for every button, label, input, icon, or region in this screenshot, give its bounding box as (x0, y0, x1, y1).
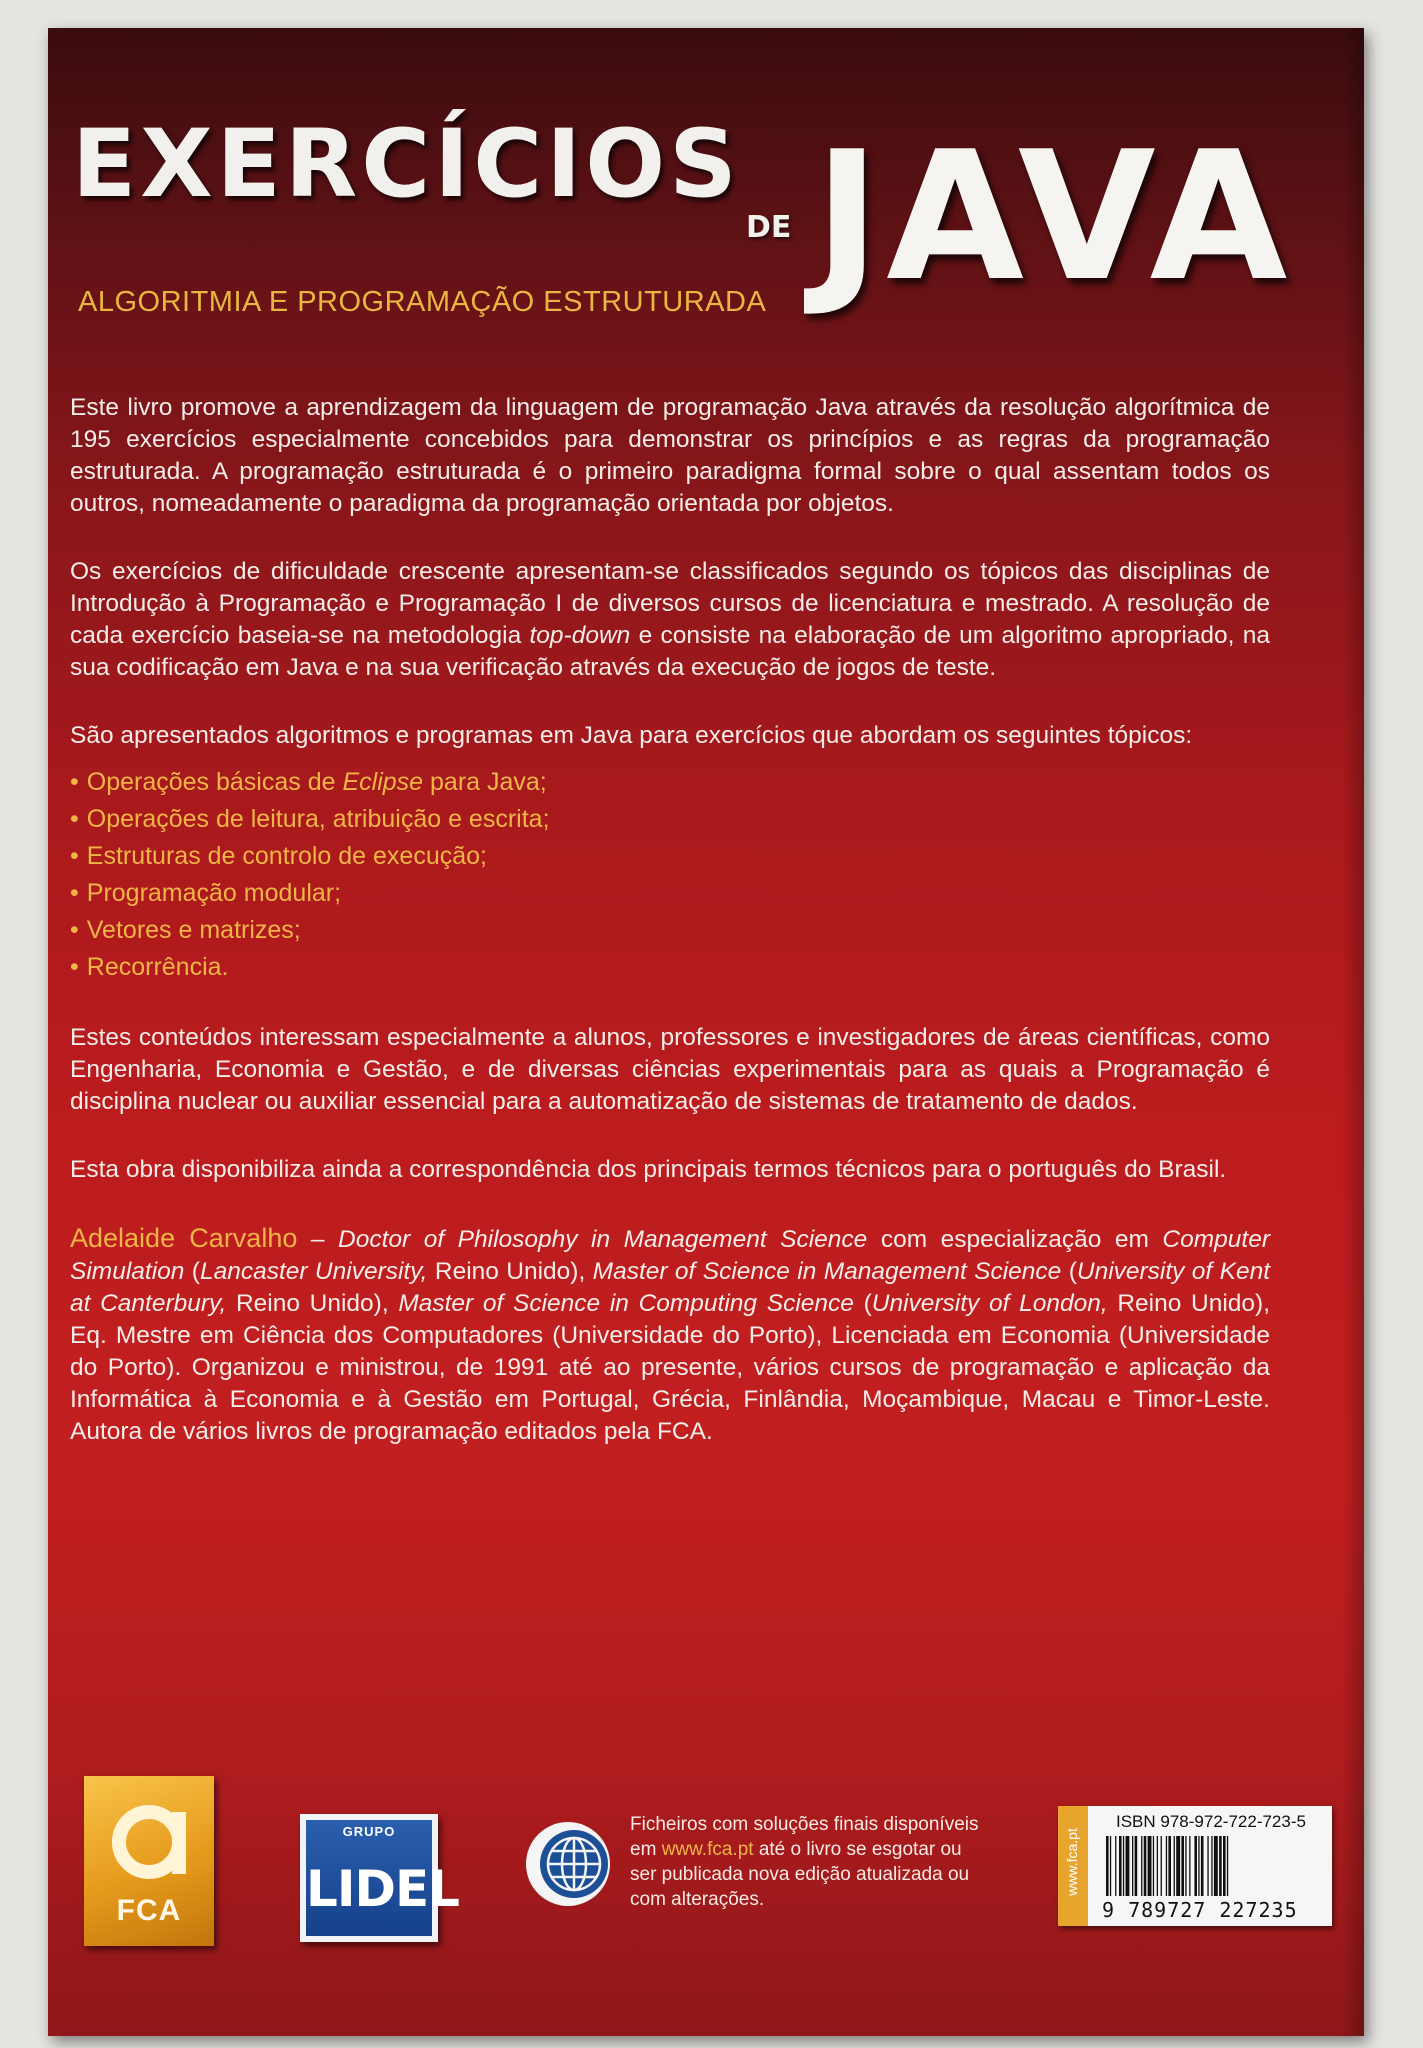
barcode-bar (1161, 1836, 1162, 1896)
barcode-bar (1135, 1836, 1138, 1896)
title-java: JAVA (814, 113, 1294, 320)
paragraph-intro: Este livro promove a aprendizagem da linguagem de programação Java através da resolução algorítmica de 195 exercícios especialmente concebidos para demonstrar os princípios e as regras da programação estruturada. A programação estruturada é o primeiro paradigma formal sobre o qual assentam todos os outros, nomeadamente o paradigma da programação orientada por objetos. (70, 394, 1270, 517)
barcode-bar (1201, 1836, 1204, 1896)
barcode-bar (1207, 1836, 1208, 1896)
barcode-bar (1198, 1836, 1199, 1896)
barcode-bar (1126, 1836, 1130, 1896)
cover-edge-shading (1342, 28, 1364, 2036)
fca-logo-text: FCA (116, 1894, 182, 1927)
barcode-bar (1227, 1836, 1228, 1896)
barcode-bar (1132, 1836, 1133, 1896)
blurb (70, 392, 1270, 1484)
barcode-bar (1211, 1836, 1212, 1896)
barcode-bar (1119, 1836, 1122, 1896)
barcode-bar (1214, 1836, 1218, 1896)
barcode-bar (1189, 1836, 1190, 1896)
title-exercicios: EXERCÍCIOS (72, 110, 741, 219)
subtitle: ALGORITMIA E PROGRAMAÇÃO ESTRUTURADA (78, 286, 767, 318)
topic-item: • Recorrência. (70, 949, 1270, 986)
barcode-bar (1181, 1836, 1184, 1896)
isbn-side-strip: www.fca.pt (1058, 1806, 1088, 1926)
topic-item: • Estruturas de controlo de execução; (70, 838, 1270, 875)
paragraph-audience: Estes conteúdos interessam especialmente a alunos, professores e investigadores de áreas científicas, como Engenharia, Economia e Gestão, e de diversas ciências experimentais para as quais a Programação é disciplina nuclear ou auxiliar essencial para a automatização de sistemas de tratamento de dados. (70, 1024, 1270, 1115)
barcode-bar (1176, 1836, 1180, 1896)
isbn-label: ISBN 978-972-722-723-5 (1116, 1812, 1306, 1831)
barcode-digits: 9 789727 227235 (1102, 1898, 1298, 1922)
barcode-bar (1148, 1836, 1152, 1896)
fca-website-link[interactable]: www.fca.pt (661, 1839, 754, 1860)
author-bio: Adelaide Carvalho – Doctor of Philosophy in Management Science com especialização em Computer Simulation (Lancaster University, Reino Unido), Master of Science in Management Science (University of Kent at Canterbury, Reino Unido), Master of Science in Computing Science (University of London, Reino Unido), Eq. Mestre em Ciência dos Computadores (Universidade do Porto), Licenciada em Economia (Universidade do Porto). Organizou e ministrou, de 1991 até ao presente, vários cursos de programação e aplicação da Informática à Economia e à Gestão em Portugal, Grécia, Finlândia, Moçambique, Macau e Timor-Leste. Autora de vários livros de programação editados pela FCA. (70, 1223, 1271, 1445)
fca-logo (84, 1776, 214, 1946)
title-de: DE (746, 210, 792, 245)
lidel-text: LIDEL (306, 1860, 459, 1918)
barcode-bar (1106, 1836, 1109, 1896)
barcode-bar (1110, 1836, 1111, 1896)
files-note: Ficheiros com soluções finais disponíveis em www.fca.pt até o livro se esgotar ou ser publicada nova edição atualizada ou com alterações. (630, 1814, 979, 1910)
barcode-bar (1223, 1836, 1226, 1896)
topic-item: • Programação modular; (70, 875, 1270, 912)
topic-item: • Operações básicas de Eclipse para Java; (70, 764, 1270, 801)
globe-icon (522, 1818, 614, 1910)
paragraph-brazil: Esta obra disponibiliza ainda a correspondência dos principais termos técnicos para o português do Brasil. (70, 1156, 1227, 1183)
paragraph-topics-intro: São apresentados algoritmos e programas em Java para exercícios que abordam os seguintes tópicos: (70, 722, 1193, 749)
barcode-bar (1219, 1836, 1222, 1896)
lidel-logo-inner (306, 1820, 459, 1936)
barcode-bar (1153, 1836, 1154, 1896)
barcode-bar (1115, 1836, 1116, 1896)
barcode-bar (1157, 1836, 1158, 1896)
barcode-bar (1144, 1836, 1147, 1896)
barcode-bar (1123, 1836, 1124, 1896)
isbn-barcode-box (1058, 1806, 1332, 1926)
paragraph-exercises: Os exercícios de dificuldade crescente apresentam-se classificados segundo os tópicos das disciplinas de Introdução à Programação e Programação I de diversos cursos de licenciatura e mestrado. A resolução de cada exercício baseia-se na metodologia top-down e consiste na elaboração de um algoritmo apropriado, na sua codificação em Java e na sua verificação através da execução de jogos de teste. (70, 558, 1270, 681)
topic-item: • Operações de leitura, atribuição e escrita; (70, 801, 1270, 838)
barcode (1102, 1836, 1326, 1896)
barcode-bar (1166, 1836, 1167, 1896)
lidel-logo (300, 1814, 459, 1942)
lidel-grupo-text: GRUPO (342, 1824, 396, 1839)
barcode-bar (1141, 1836, 1142, 1896)
barcode-bar (1168, 1836, 1171, 1896)
barcode-bar (1185, 1836, 1186, 1896)
author-name: Adelaide Carvalho (70, 1223, 298, 1253)
barcode-bar (1194, 1836, 1197, 1896)
topic-item: • Vetores e matrizes; (70, 912, 1270, 949)
topic-list (70, 764, 1270, 986)
barcode-bar (1174, 1836, 1175, 1896)
